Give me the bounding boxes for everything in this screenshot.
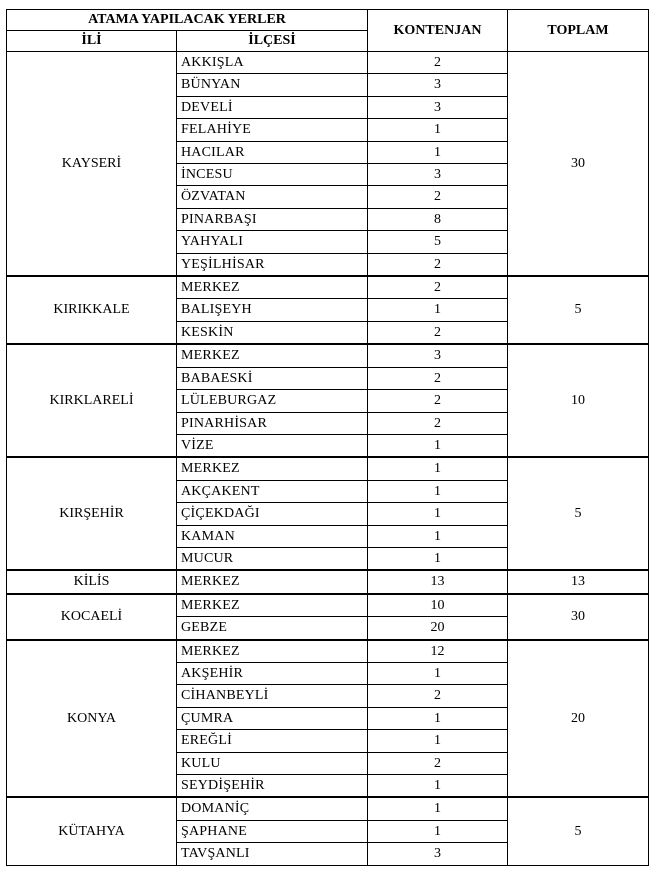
table-row <box>7 594 649 617</box>
district-name: YAHYALI <box>177 231 368 253</box>
province-total: 5 <box>508 457 649 570</box>
province-total: 5 <box>508 797 649 865</box>
district-quota: 1 <box>368 820 508 842</box>
district-quota: 3 <box>368 96 508 118</box>
table-row <box>7 52 649 74</box>
district-name: ÇİÇEKDAĞI <box>177 503 368 525</box>
district-name: DEVELİ <box>177 96 368 118</box>
province-total: 30 <box>508 52 649 277</box>
province-name: KIRŞEHİR <box>7 457 177 570</box>
district-name: SEYDİŞEHİR <box>177 775 368 798</box>
header-group-title: ATAMA YAPILACAK YERLER <box>7 10 368 31</box>
district-name: PINARBAŞI <box>177 208 368 230</box>
province-name: KÜTAHYA <box>7 797 177 865</box>
district-name: ŞAPHANE <box>177 820 368 842</box>
province-name: KAYSERİ <box>7 52 177 277</box>
header-kontenjan: KONTENJAN <box>368 10 508 52</box>
table-row <box>7 344 649 367</box>
district-name: CİHANBEYLİ <box>177 685 368 707</box>
district-quota: 1 <box>368 457 508 480</box>
province-total: 20 <box>508 640 649 798</box>
district-name: MERKEZ <box>177 570 368 593</box>
district-quota: 1 <box>368 662 508 684</box>
district-name: DOMANİÇ <box>177 797 368 820</box>
district-name: KULU <box>177 752 368 774</box>
district-name: MUCUR <box>177 547 368 570</box>
header-il: İLİ <box>7 31 177 52</box>
district-quota: 8 <box>368 208 508 230</box>
district-quota: 1 <box>368 775 508 798</box>
district-name: VİZE <box>177 434 368 457</box>
district-name: AKKIŞLA <box>177 52 368 74</box>
district-quota: 12 <box>368 640 508 663</box>
table-row <box>7 570 649 593</box>
district-name: MERKEZ <box>177 594 368 617</box>
district-quota: 2 <box>368 52 508 74</box>
header-toplam: TOPLAM <box>508 10 649 52</box>
district-quota: 5 <box>368 231 508 253</box>
province-name: KONYA <box>7 640 177 798</box>
table-body <box>7 52 649 866</box>
district-quota: 20 <box>368 617 508 640</box>
district-quota: 13 <box>368 570 508 593</box>
district-quota: 3 <box>368 843 508 865</box>
district-quota: 1 <box>368 525 508 547</box>
district-name: MERKEZ <box>177 457 368 480</box>
district-quota: 10 <box>368 594 508 617</box>
district-quota: 1 <box>368 707 508 729</box>
district-quota: 1 <box>368 434 508 457</box>
district-name: EREĞLİ <box>177 730 368 752</box>
province-total: 5 <box>508 276 649 344</box>
district-name: MERKEZ <box>177 640 368 663</box>
district-name: KESKİN <box>177 321 368 344</box>
province-name: KIRIKKALE <box>7 276 177 344</box>
district-quota: 3 <box>368 74 508 96</box>
district-quota: 1 <box>368 730 508 752</box>
district-quota: 2 <box>368 752 508 774</box>
district-name: BABAESKİ <box>177 367 368 389</box>
district-quota: 1 <box>368 119 508 141</box>
table-row <box>7 640 649 663</box>
district-quota: 2 <box>368 321 508 344</box>
district-name: İNCESU <box>177 164 368 186</box>
district-quota: 1 <box>368 797 508 820</box>
province-total: 30 <box>508 594 649 640</box>
district-name: YEŞİLHİSAR <box>177 253 368 276</box>
district-quota: 1 <box>368 547 508 570</box>
district-quota: 3 <box>368 344 508 367</box>
district-name: PINARHİSAR <box>177 412 368 434</box>
district-quota: 2 <box>368 276 508 299</box>
district-quota: 2 <box>368 685 508 707</box>
province-total: 10 <box>508 344 649 457</box>
district-quota: 1 <box>368 141 508 163</box>
district-name: GEBZE <box>177 617 368 640</box>
district-name: AKÇAKENT <box>177 480 368 502</box>
district-quota: 1 <box>368 503 508 525</box>
district-name: TAVŞANLI <box>177 843 368 865</box>
district-quota: 2 <box>368 367 508 389</box>
district-quota: 1 <box>368 480 508 502</box>
district-name: ÖZVATAN <box>177 186 368 208</box>
district-name: MERKEZ <box>177 276 368 299</box>
assignment-table <box>6 9 649 866</box>
district-quota: 2 <box>368 412 508 434</box>
province-name: KIRKLARELİ <box>7 344 177 457</box>
district-name: BALIŞEYH <box>177 299 368 321</box>
district-quota: 2 <box>368 390 508 412</box>
province-name: KOCAELİ <box>7 594 177 640</box>
province-name: KİLİS <box>7 570 177 593</box>
table-row <box>7 797 649 820</box>
district-name: HACILAR <box>177 141 368 163</box>
header-ilce: İLÇESİ <box>177 31 368 52</box>
district-quota: 1 <box>368 299 508 321</box>
district-name: MERKEZ <box>177 344 368 367</box>
district-name: FELAHİYE <box>177 119 368 141</box>
district-quota: 2 <box>368 186 508 208</box>
district-name: LÜLEBURGAZ <box>177 390 368 412</box>
district-name: ÇUMRA <box>177 707 368 729</box>
table-row <box>7 276 649 299</box>
district-quota: 3 <box>368 164 508 186</box>
district-name: BÜNYAN <box>177 74 368 96</box>
table-row <box>7 457 649 480</box>
district-quota: 2 <box>368 253 508 276</box>
table-header <box>7 10 649 52</box>
district-name: KAMAN <box>177 525 368 547</box>
district-name: AKŞEHİR <box>177 662 368 684</box>
province-total: 13 <box>508 570 649 593</box>
